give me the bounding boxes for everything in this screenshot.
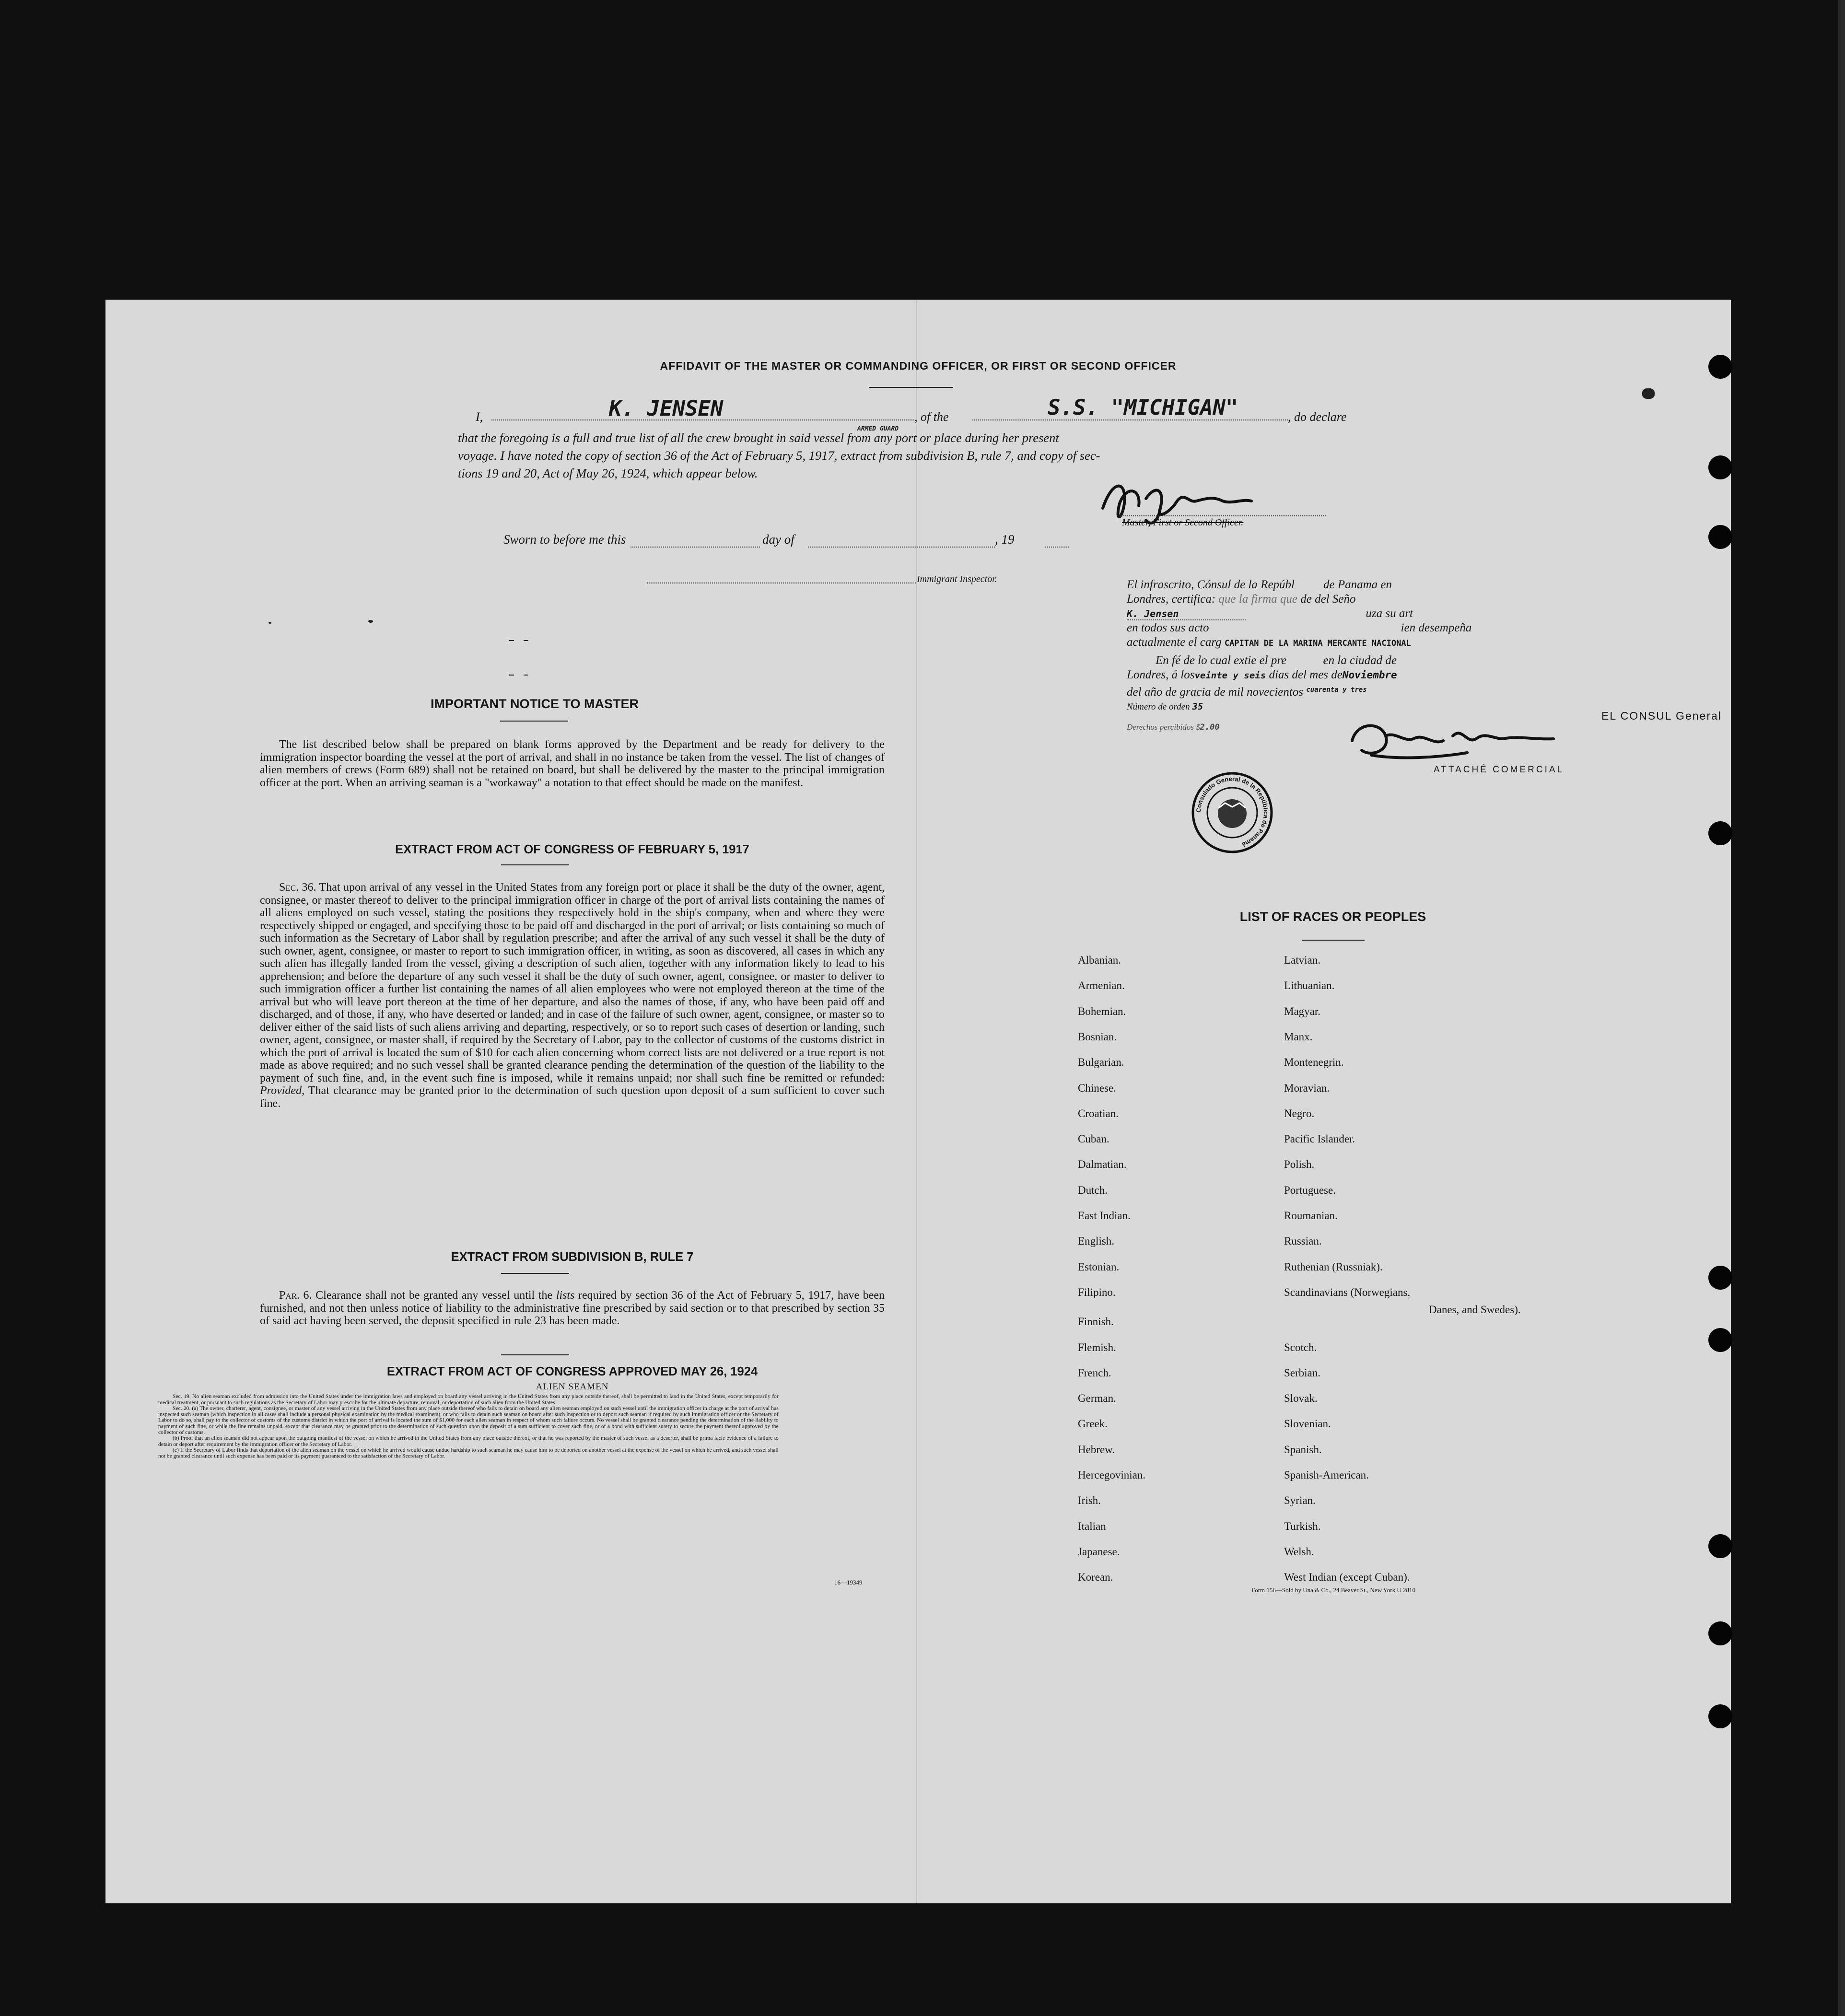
consular-l7b: veinte y seis (1194, 670, 1266, 681)
film-edge (1838, 0, 1845, 2016)
race-item: Slovak. (1284, 1392, 1318, 1405)
race-item: Syrian. (1284, 1494, 1316, 1507)
dash (524, 675, 528, 676)
race-item: Flemish. (1078, 1341, 1116, 1353)
consular-l10a: Derechos percibidos $ (1127, 722, 1200, 732)
consular-l5a: actualmente el carg (1127, 636, 1222, 649)
race-item: Spanish. (1284, 1443, 1322, 1456)
race-item: Irish. (1078, 1494, 1101, 1507)
race-item: Chinese. (1078, 1082, 1116, 1094)
races-title: LIST OF RACES OR PEOPLES (1239, 909, 1426, 924)
race-item: Cuban. (1078, 1133, 1109, 1145)
race-item: Portuguese. (1284, 1184, 1336, 1196)
consular-l5b: CAPITAN DE LA MARINA MERCANTE NACIONAL (1224, 639, 1411, 648)
race-item: Serbian. (1284, 1366, 1321, 1379)
race-item: Croatian. (1078, 1107, 1119, 1119)
race-item: Polish. (1284, 1158, 1315, 1171)
act1924-subtitle: ALIEN SEAMEN (536, 1382, 609, 1392)
race-item: Ruthenian (Russniak). (1284, 1260, 1383, 1273)
race-item: Russian. (1284, 1235, 1322, 1247)
consular-l4a: en todos sus acto (1127, 621, 1209, 634)
ink-speck (368, 620, 373, 623)
rule7-t2: required by section 36 of the Act of February 5, 1917, have been furnished, and not then unless notice of liability to the administrative fine prescribed by said section or to that prescribed by section 35 of said act having been served, the deposit specified in rule 23 has been made. (260, 1289, 885, 1327)
race-item: East Indian. (1078, 1210, 1131, 1222)
race-item: Danes, and Swedes). (1429, 1304, 1521, 1316)
race-item: Dutch. (1078, 1184, 1108, 1196)
punch-hole (1708, 1266, 1732, 1290)
race-item: Turkish. (1284, 1520, 1321, 1532)
race-item: Scandinavians (Norwegians, (1284, 1286, 1411, 1298)
race-item: Negro. (1284, 1107, 1315, 1119)
act1924-sec20b: (b) Proof that an alien seaman did not appear upon the outgoing manifest of the vessel on which he arrived in the United States from any place outside thereof, or that he was reported by the master of such vessel as a deserter, shall be prima facie evidence of a failure to detain or deport after requirement by the immigration officer or the Secretary of Labor. (158, 1435, 779, 1447)
consular-seal (1189, 769, 1275, 856)
act1924-sections (158, 1394, 779, 1459)
race-item: Latvian. (1284, 954, 1320, 966)
consular-l9b: 35 (1192, 701, 1203, 712)
race-item: Hebrew. (1078, 1443, 1115, 1456)
affidavit-line-4: tions 19 and 20, Act of May 26, 1924, which appear below. (458, 466, 758, 480)
act1917-sec: Sec. 36. (279, 881, 316, 894)
inspector-caption: Immigrant Inspector. (917, 574, 997, 584)
race-item: Scotch. (1284, 1341, 1317, 1353)
race-item: Italian (1078, 1520, 1106, 1532)
divider (501, 864, 569, 865)
affidavit-i: I, (476, 410, 483, 424)
punch-hole (1708, 455, 1732, 479)
race-item: Bohemian. (1078, 1005, 1126, 1017)
signature-caption: Master, First or Second Officer. (1122, 517, 1244, 528)
do-declare-text: , do declare (1288, 410, 1347, 424)
act1924-title: EXTRACT FROM ACT OF CONGRESS APPROVED MAY 26, 1924 (386, 1365, 758, 1378)
race-item: Albanian. (1078, 954, 1121, 966)
act1924-sec20c: (c) If the Secretary of Labor finds that deportation of the alien seaman on the vessel on which he arrived would cause undue hardship to such seaman he may cause him to be deported on another vessel at the expense of the vessel on which he arrived, and such vessel shall not be granted clearance until such expense has been paid or its payment guaranteed to the satisfaction of the Secretary of Labor. (158, 1447, 779, 1459)
race-item: Spanish-American. (1284, 1469, 1369, 1481)
consular-certificate (1127, 578, 1606, 734)
consular-l3b: uza su art (1366, 607, 1413, 620)
punch-hole (1708, 1621, 1732, 1645)
race-item: English. (1078, 1235, 1115, 1247)
race-item: Roumanian. (1284, 1210, 1338, 1222)
rule7-par: Par. 6. (279, 1289, 312, 1302)
race-item: German. (1078, 1392, 1116, 1405)
consular-l1a: El infrascrito, Cónsul de la Repúbl (1127, 578, 1295, 591)
race-item: Slovenian. (1284, 1418, 1331, 1430)
rule7-title: EXTRACT FROM SUBDIVISION B, RULE 7 (451, 1250, 694, 1264)
divider (1302, 940, 1365, 941)
vessel-name: S.S. "MICHIGAN" (1048, 396, 1238, 420)
act1917-body: That upon arrival of any vessel in the United States from any foreign port or place it shall be the duty of the owner, agent, consignee, or master thereof to deliver to the principal immigration officer in charge of the port of arrival lists containing the names of all aliens employed on such vessel, stating the positions they respectively hold in the ship's company, when and where they were respectively shipped or engaged, and specifying those to be paid off and discharged in the port of arrival; or lists containing so much of such information as the Secretary of Labor shall by regulation prescribe; and after the arrival of any such vessel it shall be the duty of such owner, agent, consignee, or master to report to such immigration officer, in writing, as soon as discovered, all cases in which any such alien has illegally landed from the vessel, giving a description of such alien, together with any information likely to lead to his apprehension; and before the departure of any such vessel it shall be the duty of such owner, agent, consignee, or master to deliver to such immigration officer a further list containing the names of all alien employees who were not employed thereon at the time of the arrival but who will leave port thereon at the time of her departure, and also the names of those, if any, who have been paid off and discharged, and of those, if any, who have deserted or landed; and in case of the failure of such owner, agent, consignee, or master so to deliver either of the said lists of such aliens arriving and departing, respectively, or so to report such cases of desertion or landing, such owner, agent, consignee, or master shall, if required by the Secretary of Labor, pay to the collector of customs of the customs district in which the port of arrival is located the sum of $10 for each alien concerning whom correct lists are not delivered or a true report is not made as above required; and no such vessel shall be granted clearance pending the determination of the question of the liability to the payment of such fine, and, in the event such fine is imposed, while it remains unpaid; nor shall such fine be remitted or refunded: (260, 881, 885, 1084)
of-the-text: , of the (914, 410, 949, 424)
race-item: Welsh. (1284, 1545, 1314, 1558)
affidavit-title: AFFIDAVIT OF THE MASTER OR COMMANDING OFFICER, OR FIRST OR SECOND OFFICER (660, 360, 1177, 372)
divider (500, 721, 568, 722)
consular-l7c: dias del mes de (1269, 668, 1343, 681)
sworn-day-line (631, 547, 760, 548)
form-footer: Form 156—Sold by Una & Co., 24 Beaver St., New York U 2810 (1251, 1586, 1415, 1594)
dash (509, 675, 514, 676)
consular-l6b: el pre (1259, 654, 1287, 667)
rule7-lists: lists (556, 1289, 575, 1302)
consular-l7a: Londres, á los (1127, 668, 1195, 681)
sworn-day-text: day of (762, 532, 794, 547)
ink-speck (269, 622, 271, 624)
act1924-sec19: Sec. 19. No alien seaman excluded from admission into the United States under the immigration laws and employed on board any vessel arriving in the United States from any place outside thereof, shall be permitted to land in the United States, except temporarily for medical treatment, or pursuant to such regulations as the Secretary of Labor may prescribe for the ultimate departure, removal, or deportation of such alien from the United States. (158, 1393, 779, 1406)
center-fold (916, 300, 917, 1903)
consular-l4b: ien desempeña (1401, 621, 1472, 634)
document-sheet (105, 300, 1731, 1903)
consular-l10b: 2.00 (1200, 722, 1220, 732)
race-item: West Indian (except Cuban). (1284, 1571, 1410, 1584)
consular-l8: del año de gracia de mil novecientos (1127, 686, 1303, 699)
race-item: Bulgarian. (1078, 1056, 1124, 1069)
rule7-text (260, 1289, 885, 1328)
punch-hole (1708, 1328, 1732, 1352)
race-item: Finnish. (1078, 1316, 1114, 1328)
sworn-month-line (808, 547, 995, 548)
race-item: Greek. (1078, 1418, 1108, 1430)
consular-l1b: de Panama en (1323, 578, 1392, 591)
race-item: Hercegovinian. (1078, 1469, 1146, 1481)
divider (869, 387, 953, 388)
act1917-text (260, 881, 885, 1110)
rule7-t1: Clearance shall not be granted any vessel until the (315, 1289, 553, 1302)
ink-speck (1642, 388, 1655, 399)
divider (501, 1273, 569, 1274)
race-item: Montenegrin. (1284, 1056, 1344, 1069)
consular-l2b: que la firma que (1218, 593, 1297, 606)
race-item: Bosnian. (1078, 1030, 1117, 1043)
consular-l7d: Noviembre (1342, 669, 1397, 681)
act1917-tail: That clearance may be granted prior to the determination of such question upon deposit of a sum sufficient to cover such fine. (260, 1084, 885, 1110)
act1924-sec20a: Sec. 20. (a) The owner, charterer, agent, consignee, or master of any vessel arriving in the United States from any place outside thereof who fails to detain on board any alien seaman employed on such vessel until the immigration officer in charge at the port of arrival has inspected such seaman (which inspection in all cases shall include a personal physical examination by the medical examiners), or who fails to detain such seaman on board after such inspection or to deport such seaman if required by such immigration officer or the Secretary of Labor to do so, shall pay to the collector of customs of the customs district in which the port of arrival is located the sum of $1,000 for each alien seaman in respect of whom such failure occurs. No vessel shall be granted clearance pending the determination of the liability to payment of such fine, or while the fine remains unpaid, except that clearance may be granted prior to the determination of such question upon the deposit of a sum sufficient to cover such fine, or of a bond with sufficient surety to secure the payment thereof approved by the collector of customs. (158, 1405, 779, 1435)
race-item: Moravian. (1284, 1082, 1330, 1094)
consular-l8b: cuarenta y tres (1306, 686, 1367, 694)
race-item: Filipino. (1078, 1286, 1116, 1298)
consular-l3a: K. Jensen (1127, 608, 1246, 620)
notice-title: IMPORTANT NOTICE TO MASTER (431, 697, 639, 711)
punch-hole (1708, 1534, 1732, 1558)
dash (509, 640, 514, 641)
consular-l6c: en la ciudad de (1323, 654, 1397, 667)
punch-hole (1708, 525, 1732, 549)
signature-line (1120, 515, 1326, 516)
act1917-provided: Provided, (260, 1084, 305, 1097)
consular-l2a: Londres, certifica: (1127, 593, 1216, 606)
affidavit-line-2: that the foregoing is a full and true list of all the crew brought in said vessel from any port or place during her present (458, 431, 1059, 445)
race-item: Manx. (1284, 1030, 1313, 1043)
act1917-title: EXTRACT FROM ACT OF CONGRESS OF FEBRUARY 5, 1917 (395, 843, 749, 856)
inserted-text: ARMED GUARD (857, 425, 899, 432)
race-item: Japanese. (1078, 1545, 1120, 1558)
race-item: Dalmatian. (1078, 1158, 1127, 1171)
race-item: Magyar. (1284, 1005, 1321, 1017)
seal-text: Consulado General de la República de Panamá (1194, 775, 1270, 849)
consular-l9a: Número de orden (1127, 702, 1190, 712)
form-number: 16—19349 (834, 1579, 863, 1586)
sworn-text: Sworn to before me this (503, 532, 626, 547)
consul-signature (1343, 712, 1568, 769)
consular-l2c: de del Seño (1300, 593, 1356, 606)
race-item: Korean. (1078, 1571, 1113, 1584)
consul-label: EL CONSUL General (1601, 710, 1722, 722)
race-item: French. (1078, 1366, 1111, 1379)
notice-text: The list described below shall be prepared on blank forms approved by the Department and be ready for delivery to the immigration inspector boarding the vessel at the port of arrival, and shall in no instance be taken from the vessel. The list of changes of alien members of crews (Form 689) shall not be retained on board, but shall be delivered by the master to the principal immigration officer at the port. When an arriving seaman is a "workaway" a notation to that effect should be made on the manifest. (260, 738, 885, 789)
consular-l6a: En fé de lo cual extie (1156, 654, 1257, 667)
affidavit-line-3: voyage. I have noted the copy of section 36 of the Act of February 5, 1917, extract from subdivision B, rule 7, and copy of sec- (458, 448, 1100, 463)
race-item: Lithuanian. (1284, 979, 1335, 992)
race-item: Pacific Islander. (1284, 1133, 1355, 1145)
race-item: Estonian. (1078, 1260, 1120, 1273)
race-item: Armenian. (1078, 979, 1125, 992)
punch-hole (1708, 1704, 1732, 1728)
dash (524, 640, 528, 641)
divider (501, 1354, 569, 1355)
master-name: K. JENSEN (609, 396, 724, 421)
sworn-year-text: , 19 (995, 532, 1015, 547)
punch-hole (1708, 821, 1732, 845)
sworn-year-line (1045, 547, 1069, 548)
attache-label: ATTACHÉ COMERCIAL (1434, 765, 1565, 775)
